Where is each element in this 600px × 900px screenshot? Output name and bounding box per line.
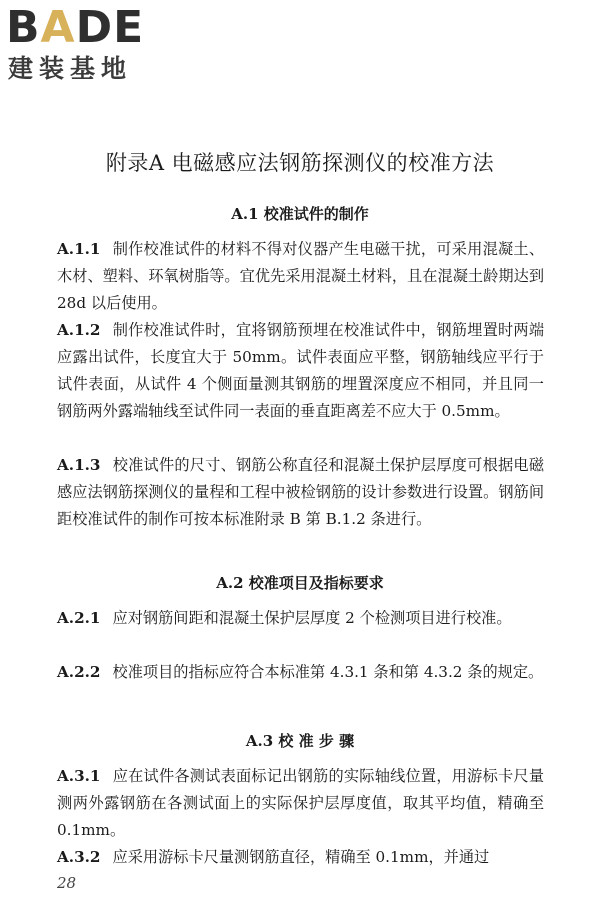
clause-text: 校准项目的指标应符合本标准第 4.3.1 条和第 4.3.2 条的规定。 <box>112 663 544 681</box>
clause-a-1-1 <box>57 236 544 317</box>
bade-logo <box>6 4 176 84</box>
clause-text: 应在试件各测试表面标记出钢筋的实际轴线位置，用游标卡尺量测两外露钢筋在各测试面上的实际保护层厚度值，取其平均值，精确至 0.1mm。 <box>57 767 544 839</box>
clause-text: 应对钢筋间距和混凝土保护层厚度 2 个检测项目进行校准。 <box>112 609 512 627</box>
clause-text: 校准试件的尺寸、钢筋公称直径和混凝土保护层厚度可根据电磁感应法钢筋探测仪的量程和工程中被检钢筋的设计参数进行设置。钢筋间距校准试件的制作可按本标准附录 B 第 B.1.2 条进行。 <box>57 456 544 528</box>
clause-text: 制作校准试件的材料不得对仪器产生电磁干扰，可采用混凝土、木材、塑料、环氧树脂等。宜优先采用混凝土材料，且在混凝土龄期达到 28d 以后使用。 <box>57 240 544 312</box>
appendix-title: 附录A 电磁感应法钢筋探测仪的校准方法 <box>105 151 495 175</box>
clause-number: A.2.1 <box>57 609 101 627</box>
clause-number: A.3.2 <box>57 848 101 866</box>
clause-text: 制作校准试件时，宜将钢筋预埋在校准试件中，钢筋埋置时两端应露出试件，长度宜大于 50mm。试件表面应平整，钢筋轴线应平行于试件表面，从试件 4 个侧面量测其钢筋的埋置深度应不相同，并且同一钢筋两外露端轴线至试件同一表面的垂直距离差不应大于 0.5mm。 <box>57 321 544 420</box>
logo-wordmark <box>6 4 176 52</box>
clause-a-1-2 <box>57 317 544 425</box>
clause-number: A.2.2 <box>57 663 101 681</box>
section-heading-a2: A.2 校准项目及指标要求 <box>216 574 384 592</box>
clause-a-1-3 <box>57 452 544 533</box>
clause-a-2-2 <box>57 659 544 686</box>
clause-number: A.1.1 <box>57 240 101 258</box>
clause-a-2-1 <box>57 605 544 632</box>
clause-number: A.1.3 <box>57 456 101 474</box>
clause-a-3-2 <box>57 844 544 871</box>
clause-number: A.1.2 <box>57 321 101 339</box>
logo-letters-de: DE <box>75 2 145 53</box>
page-number: 28 <box>57 874 77 892</box>
clause-a-3-1 <box>57 763 544 844</box>
logo-chinese-name: 建装基地 <box>8 54 133 83</box>
clause-text: 应采用游标卡尺量测钢筋直径，精确至 0.1mm，并通过 <box>112 848 490 866</box>
section-heading-a3: A.3 校 准 步 骤 <box>245 732 355 750</box>
clause-number: A.3.1 <box>57 767 101 785</box>
logo-letter-b: B <box>6 2 41 53</box>
logo-letter-a: A <box>40 2 76 53</box>
section-heading-a1: A.1 校准试件的制作 <box>231 205 369 223</box>
